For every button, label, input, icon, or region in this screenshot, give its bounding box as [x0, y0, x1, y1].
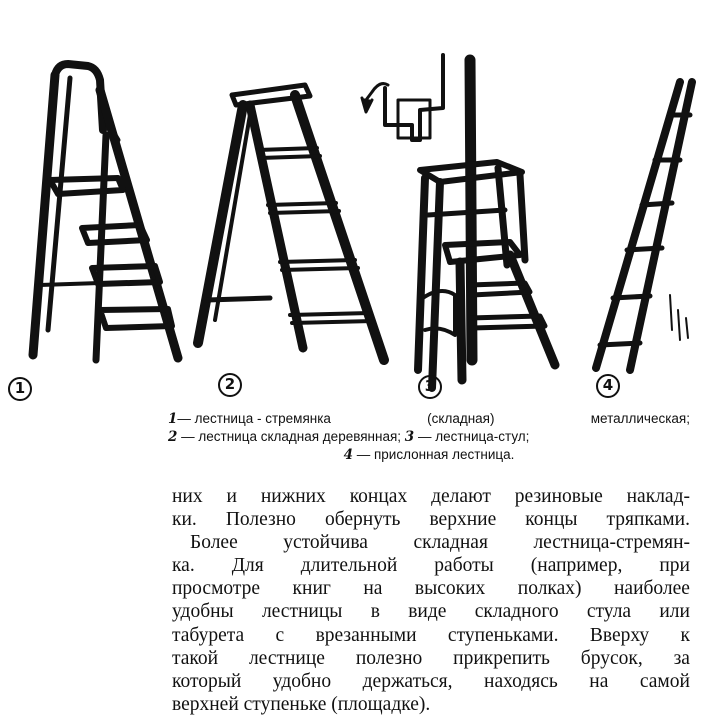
body-line-7: табурета с врезанными ступеньками. Вверху к [172, 624, 690, 646]
caption-line-1 [168, 410, 690, 428]
body-line-6: удобны лестницы в виде складного стула или [172, 601, 690, 623]
caption-line-3 [168, 446, 690, 464]
leaning-ladder-drawing [596, 82, 692, 370]
caption-text-2a: — лестница складная деревянная; [177, 429, 405, 444]
body-line-2: ки. Полезно обернуть верхние концы тряпками. [172, 509, 690, 531]
caption-text-1c: металлическая; [590, 411, 690, 426]
caption-text-3: — прислонная лестница. [352, 447, 515, 462]
body-line-3: Более устойчива складная лестница-стремян- [190, 532, 690, 554]
figure-caption [168, 410, 690, 464]
caption-text-1b: (складная) [427, 411, 495, 426]
body-line-8: такой лестнице полезно прикрепить брусок, за [172, 647, 690, 669]
body-line-1: них и нижних концах делают резиновые наклад- [172, 486, 690, 507]
body-line-9: который удобно держаться, находясь на самой [172, 670, 690, 692]
caption-text-2b: — лестница-стул; [414, 429, 530, 444]
caption-number-2: 2 [168, 429, 178, 445]
caption-number-3: 3 [404, 429, 415, 445]
caption-line-2 [168, 428, 690, 446]
metal-step-ladder-drawing [33, 64, 178, 360]
caption-number-4: 4 [343, 447, 353, 463]
wooden-folding-ladder-drawing [198, 85, 384, 360]
figure-label-1: 1 [8, 377, 32, 401]
body-text [172, 485, 690, 716]
caption-number-1: 1 [168, 411, 178, 427]
caption-text-1a: — лестница - стремянка [177, 411, 331, 426]
body-line-5: просмотре книг на высоких полках) наиболее [172, 578, 690, 600]
body-line-10: верхней ступеньке (площадке). [172, 693, 431, 715]
figure-label-2: 2 [218, 373, 242, 397]
figure-label-3: 3 [418, 375, 442, 399]
ladder-chair-drawing [362, 55, 555, 388]
figure-label-4: 4 [596, 374, 620, 398]
body-line-4: ка. Для длительной работы (например, при [172, 555, 690, 577]
